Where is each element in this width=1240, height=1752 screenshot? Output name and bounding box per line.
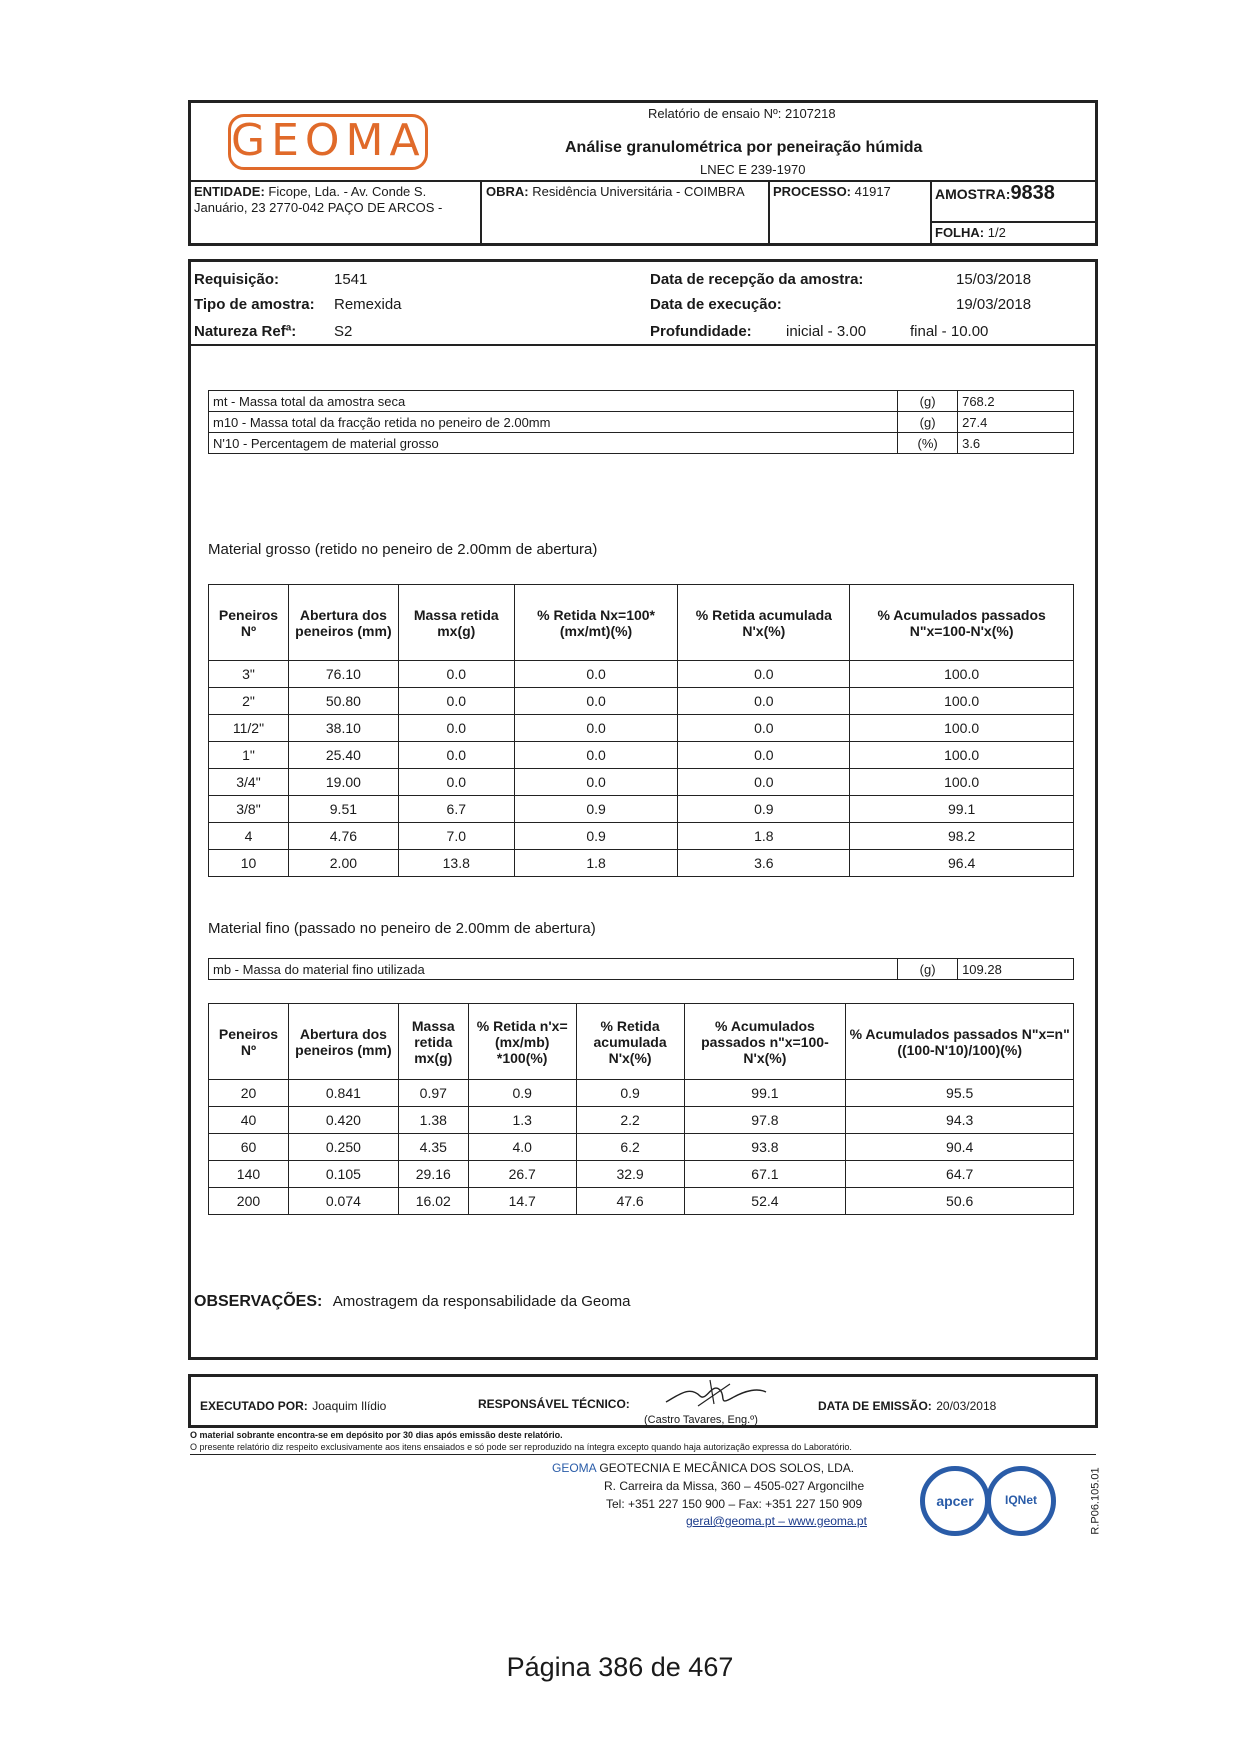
amostra-block [935,182,1055,205]
coarse-cell: 0.0 [398,769,514,796]
fine-cell: 47.6 [576,1188,684,1215]
profundidade-final: final - 10.00 [910,323,989,340]
coarse-cell: 3" [209,661,289,688]
amostra-label: AMOSTRA: [935,186,1011,202]
processo-value: 41917 [854,184,891,199]
coarse-cell: 0.0 [398,688,514,715]
coarse-cell: 1" [209,742,289,769]
footer-divider [190,1454,1096,1455]
mass-summary-unit: (g) [898,412,958,433]
coarse-cell: 76.10 [288,661,398,688]
coarse-cell: 0.0 [678,742,850,769]
recepcao-label: Data de recepção da amostra: [650,271,864,288]
natureza-label: Natureza Refª: [194,323,297,340]
coarse-cell: 1.8 [514,850,678,877]
executado [200,1397,386,1415]
iqnet-seal-text: IQNet [1004,1493,1037,1507]
fine-cell: 0.420 [288,1107,398,1134]
emissao-label: DATA DE EMISSÃO: [818,1399,932,1413]
mass-summary-value: 3.6 [958,433,1074,454]
entidade-label: ENTIDADE: [194,184,265,199]
signature [660,1376,770,1412]
coarse-cell: 0.0 [514,715,678,742]
responsavel-name: (Castro Tavares, Eng.º) [644,1414,758,1426]
fine-cell: 16.02 [398,1188,468,1215]
coarse-cell: 6.7 [398,796,514,823]
report-number: Relatório de ensaio Nº: 2107218 [648,106,836,121]
company-line [552,1461,854,1475]
mass-summary-table [208,390,1074,454]
coarse-cell: 100.0 [850,742,1074,769]
fine-cell: 40 [209,1107,289,1134]
coarse-cell: 9.51 [288,796,398,823]
footer-note-2: O presente relatório diz respeito exclusivamente aos itens ensaiados e só pode ser reproduzido na íntegra excepto quando haja autorização expressa do Laboratório. [190,1442,852,1452]
fine-cell: 140 [209,1161,289,1188]
coarse-cell: 11/2" [209,715,289,742]
company-contacts[interactable]: geral@geoma.pt – www.geoma.pt [686,1514,867,1528]
mb-table [208,958,1074,980]
coarse-cell: 3/8" [209,796,289,823]
executado-label: EXECUTADO POR: [200,1399,308,1413]
entidade-value: Ficope, Lda. - Av. Conde S. Januário, 23 2770-042 PAÇO DE ARCOS - [194,184,443,215]
coarse-cell: 0.9 [678,796,850,823]
fine-table-row [209,1188,1074,1215]
fine-table-row [209,1134,1074,1161]
fine-table [208,1003,1074,1215]
amostra-value: 9838 [1010,182,1055,204]
execucao-label: Data de execução: [650,296,782,313]
fine-cell: 60 [209,1134,289,1161]
folha-label: FOLHA: [935,225,985,240]
requisicao-label: Requisição: [194,271,280,288]
report-standard: LNEC E 239-1970 [700,162,806,177]
fine-cell: 32.9 [576,1161,684,1188]
profundidade-inicial: inicial - 3.00 [786,323,867,340]
obra-block [486,184,764,200]
profundidade-label: Profundidade: [650,323,752,340]
fine-header-cell: % Acumulados passados N"x=n"((100-N'10)/100)(%) [846,1004,1074,1080]
coarse-cell: 0.0 [514,661,678,688]
coarse-cell: 0.0 [398,661,514,688]
coarse-table-row [209,742,1074,769]
coarse-cell: 100.0 [850,661,1074,688]
coarse-cell: 1.8 [678,823,850,850]
coarse-header-cell: Peneiros Nº [209,585,289,661]
coarse-cell: 7.0 [398,823,514,850]
coarse-cell: 0.0 [514,688,678,715]
fine-cell: 0.97 [398,1080,468,1107]
natureza-value: S2 [334,323,353,340]
coarse-cell: 2" [209,688,289,715]
header-divider-v3 [930,180,932,244]
fine-cell: 0.841 [288,1080,398,1107]
coarse-table [208,584,1074,877]
coarse-table-row [209,715,1074,742]
fine-cell: 2.2 [576,1107,684,1134]
geoma-logo: GEOMA [228,114,428,170]
iqnet-seal [986,1466,1056,1536]
coarse-header-cell: % Retida Nx=100*(mx/mt)(%) [514,585,678,661]
fine-cell: 14.7 [468,1188,576,1215]
coarse-header-cell: % Acumulados passados N"x=100-N'x(%) [850,585,1074,661]
coarse-table-row [209,769,1074,796]
coarse-header-cell: Massa retida mx(g) [398,585,514,661]
emissao-value: 20/03/2018 [936,1399,997,1413]
apcer-seal [920,1466,990,1536]
coarse-cell: 0.0 [514,769,678,796]
fine-cell: 52.4 [684,1188,846,1215]
coarse-header-cell: % Retida acumulada N'x(%) [678,585,850,661]
entidade-block [194,184,476,216]
fine-header-cell: Abertura dos peneiros (mm) [288,1004,398,1080]
coarse-cell: 0.0 [514,742,678,769]
fine-header-cell: Massa retida mx(g) [398,1004,468,1080]
observacoes-text: Amostragem da responsabilidade da Geoma [332,1293,631,1310]
coarse-header-cell: Abertura dos peneiros (mm) [288,585,398,661]
company-brand: GEOMA [552,1461,597,1475]
coarse-cell: 99.1 [850,796,1074,823]
coarse-cell: 38.10 [288,715,398,742]
fine-cell: 97.8 [684,1107,846,1134]
fine-cell: 6.2 [576,1134,684,1161]
mass-summary-desc: m10 - Massa total da fracção retida no peneiro de 2.00mm [209,412,898,433]
mass-summary-row [209,433,1074,454]
coarse-cell: 0.9 [514,796,678,823]
fine-cell: 0.074 [288,1188,398,1215]
execucao-value: 19/03/2018 [956,296,1032,313]
recepcao-value: 15/03/2018 [956,271,1032,288]
fine-table-row [209,1080,1074,1107]
tipo-label: Tipo de amostra: [194,296,315,313]
coarse-cell: 0.0 [678,688,850,715]
coarse-cell: 3/4" [209,769,289,796]
fine-cell: 50.6 [846,1188,1074,1215]
footer-note-1: O material sobrante encontra-se em depósito por 30 dias após emissão deste relatório. [190,1430,563,1440]
coarse-cell: 100.0 [850,769,1074,796]
observacoes [194,1293,630,1311]
responsavel-label: RESPONSÁVEL TÉCNICO: [478,1397,630,1411]
observacoes-label: OBSERVAÇÕES: [194,1293,323,1310]
company-name: GEOTECNIA E MECÂNICA DOS SOLOS, LDA. [599,1461,855,1475]
fine-cell: 29.16 [398,1161,468,1188]
coarse-title: Material grosso (retido no peneiro de 2.00mm de abertura) [208,541,598,558]
mass-summary-unit: (g) [898,391,958,412]
requisicao-value: 1541 [334,271,368,288]
company-phone: Tel: +351 227 150 900 – Fax: +351 227 150 909 [606,1497,863,1511]
emissao [818,1397,996,1415]
coarse-table-row [209,850,1074,877]
fine-cell: 94.3 [846,1107,1074,1134]
mb-value: 109.28 [958,959,1074,980]
coarse-cell: 0.9 [514,823,678,850]
fine-table-row [209,1107,1074,1134]
processo-label: PROCESSO: [773,184,852,199]
fine-cell: 200 [209,1188,289,1215]
fine-cell: 64.7 [846,1161,1074,1188]
fine-cell: 0.9 [576,1080,684,1107]
coarse-table-row [209,823,1074,850]
mass-summary-unit: (%) [898,433,958,454]
fine-cell: 99.1 [684,1080,846,1107]
fine-cell: 90.4 [846,1134,1074,1161]
fine-cell: 1.38 [398,1107,468,1134]
mass-summary-row [209,391,1074,412]
fine-cell: 26.7 [468,1161,576,1188]
mass-summary-row [209,412,1074,433]
header-divider-v2 [768,180,770,244]
header-divider-v1 [480,180,482,244]
fine-cell: 4.0 [468,1134,576,1161]
mass-summary-desc: N'10 - Percentagem de material grosso [209,433,898,454]
fine-cell: 0.105 [288,1161,398,1188]
mass-summary-desc: mt - Massa total da amostra seca [209,391,898,412]
company-address: R. Carreira da Missa, 360 – 4505-027 Argoncilhe [604,1479,865,1493]
fine-header-cell: % Retida n'x=(mx/mb) *100(%) [468,1004,576,1080]
coarse-cell: 50.80 [288,688,398,715]
coarse-table-row [209,688,1074,715]
coarse-cell: 4.76 [288,823,398,850]
fine-header-cell: Peneiros Nº [209,1004,289,1080]
mass-summary-value: 27.4 [958,412,1074,433]
coarse-cell: 10 [209,850,289,877]
coarse-cell: 100.0 [850,715,1074,742]
mass-summary-value: 768.2 [958,391,1074,412]
mb-desc: mb - Massa do material fino utilizada [209,959,898,980]
folha-block [935,225,1006,240]
fine-header-cell: % Retida acumulada N'x(%) [576,1004,684,1080]
obra-label: OBRA: [486,184,529,199]
coarse-cell: 4 [209,823,289,850]
coarse-cell: 0.0 [678,715,850,742]
info-divider [190,344,1096,346]
fine-cell: 95.5 [846,1080,1074,1107]
fine-cell: 20 [209,1080,289,1107]
coarse-cell: 96.4 [850,850,1074,877]
coarse-cell: 3.6 [678,850,850,877]
coarse-cell: 0.0 [678,769,850,796]
fine-cell: 1.3 [468,1107,576,1134]
coarse-cell: 100.0 [850,688,1074,715]
coarse-cell: 98.2 [850,823,1074,850]
coarse-cell: 13.8 [398,850,514,877]
form-code: R.P06.105.01 [1089,1467,1102,1535]
fine-cell: 0.250 [288,1134,398,1161]
page-number: Página 386 de 467 [506,1652,734,1682]
coarse-cell: 0.0 [398,742,514,769]
header-divider-folha [930,221,1096,223]
coarse-cell: 25.40 [288,742,398,769]
coarse-table-row [209,661,1074,688]
obra-value: Residência Universitária - COIMBRA [532,184,745,199]
fine-cell: 4.35 [398,1134,468,1161]
coarse-cell: 19.00 [288,769,398,796]
coarse-table-row [209,796,1074,823]
tipo-value: Remexida [334,296,402,313]
coarse-cell: 0.0 [398,715,514,742]
fine-cell: 0.9 [468,1080,576,1107]
processo-block [773,184,891,199]
coarse-cell: 2.00 [288,850,398,877]
executado-value: Joaquim Ilídio [312,1399,387,1413]
fine-header-cell: % Acumulados passados n"x=100-N'x(%) [684,1004,846,1080]
mb-unit: (g) [898,959,958,980]
report-title: Análise granulométrica por peneiração húmida [565,139,923,156]
fine-cell: 93.8 [684,1134,846,1161]
coarse-cell: 0.0 [678,661,850,688]
fine-table-row [209,1161,1074,1188]
folha-value: 1/2 [987,225,1006,240]
fine-cell: 67.1 [684,1161,846,1188]
apcer-seal-text: apcer [936,1493,974,1509]
fine-title: Material fino (passado no peneiro de 2.00mm de abertura) [208,920,596,937]
